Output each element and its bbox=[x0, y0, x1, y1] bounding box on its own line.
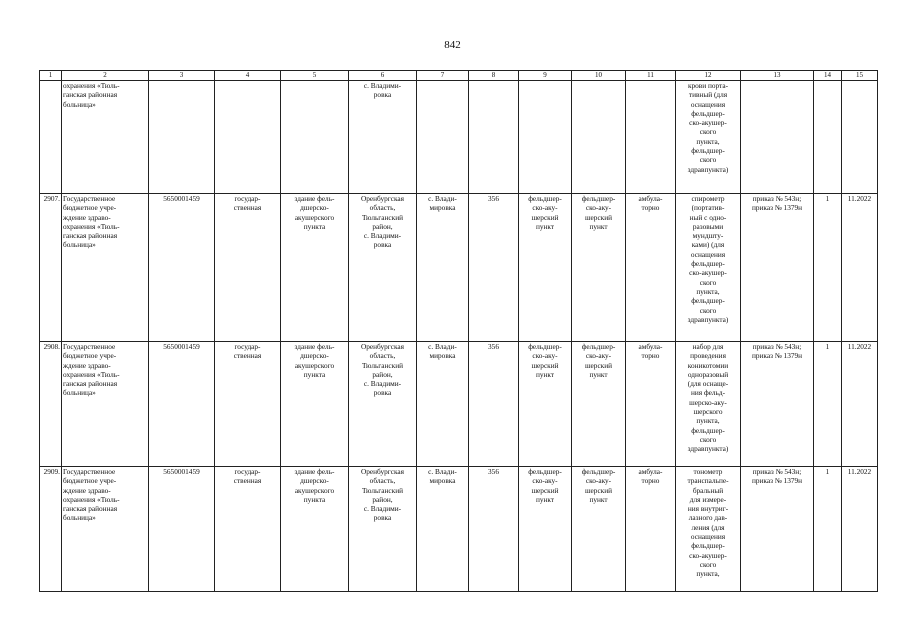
ownership: государ- ственная bbox=[233, 342, 262, 361]
column-number: 11 bbox=[626, 71, 676, 81]
column-number: 14 bbox=[814, 71, 842, 81]
table-row bbox=[40, 342, 878, 467]
ownership: государ- ственная bbox=[233, 467, 262, 486]
building: здание фель- дшерско- акушерского пункта bbox=[294, 194, 335, 231]
column-number: 10 bbox=[572, 71, 626, 81]
ownership: государ- ственная bbox=[233, 194, 262, 213]
code: 356 bbox=[469, 467, 519, 592]
unit-name: фельдшер- ско-аку- шерский пункт bbox=[581, 467, 616, 504]
date: 11.2022 bbox=[842, 194, 878, 342]
column-number: 13 bbox=[741, 71, 814, 81]
column-number: 4 bbox=[215, 71, 281, 81]
page-number: 842 bbox=[444, 39, 461, 51]
column-number: 9 bbox=[519, 71, 572, 81]
equipment: тонометр транспальпе- бральный для измере- ния внутриг- лазного дав- ления (для оснащения фельдшер- ско-акушер- ского пункта, bbox=[687, 467, 729, 579]
orders: приказ № 543н; приказ № 1379н bbox=[751, 342, 803, 361]
table-row bbox=[40, 194, 878, 342]
inn: 5650001459 bbox=[149, 194, 215, 342]
locality: с. Влади- мировка bbox=[428, 342, 457, 361]
column-number: 3 bbox=[149, 71, 215, 81]
column-number: 6 bbox=[349, 71, 417, 81]
quantity: 1 bbox=[814, 467, 842, 592]
unit-type: фельдшер- ско-аку- шерский пункт bbox=[528, 467, 562, 504]
row-number: 2907. bbox=[40, 194, 62, 342]
column-number: 8 bbox=[469, 71, 519, 81]
column-numbers-row bbox=[40, 71, 878, 81]
quantity: 1 bbox=[814, 342, 842, 467]
column-number: 1 bbox=[40, 71, 62, 81]
equipment: спирометр (портатив- ный с одно- разовыми мундшту- ками) (для оснащения фельдшер- ско-акушер- ского пункта, фельдшер- ского здравпункта) bbox=[687, 194, 729, 324]
building: здание фель- дшерско- акушерского пункта bbox=[294, 342, 335, 379]
locality: с. Влади- мировка bbox=[428, 467, 457, 486]
inn: 5650001459 bbox=[149, 342, 215, 467]
row-number: 2909. bbox=[40, 467, 62, 592]
quantity: 1 bbox=[814, 194, 842, 342]
building: здание фель- дшерско- акушерского пункта bbox=[294, 467, 335, 504]
unit-name: фельдшер- ско-аку- шерский пункт bbox=[581, 194, 616, 231]
orders: приказ № 543н; приказ № 1379н bbox=[751, 194, 803, 213]
address: Оренбургская область, Тюльганский район, с. Владими- ровка bbox=[360, 342, 405, 398]
care-mode: амбула- торно bbox=[638, 467, 663, 486]
date: 11.2022 bbox=[842, 467, 878, 592]
code: 356 bbox=[469, 194, 519, 342]
address: Оренбургская область, Тюльганский район, с. Владими- ровка bbox=[360, 194, 405, 250]
unit-name: фельдшер- ско-аку- шерский пункт bbox=[581, 342, 616, 379]
care-mode: амбула- торно bbox=[638, 342, 663, 361]
column-number: 12 bbox=[676, 71, 741, 81]
care-mode: амбула- торно bbox=[638, 194, 663, 213]
address: Оренбургская область, Тюльганский район, с. Владими- ровка bbox=[360, 467, 405, 523]
address-continued: с. Владими- ровка bbox=[363, 81, 402, 100]
date: 11.2022 bbox=[842, 342, 878, 467]
column-number: 2 bbox=[62, 71, 149, 81]
org-name-continued: охранения «Тюль- ганская районная больница» bbox=[63, 81, 120, 109]
inn: 5650001459 bbox=[149, 467, 215, 592]
table-row bbox=[40, 467, 878, 592]
row-number: 2908. bbox=[40, 342, 62, 467]
unit-type: фельдшер- ско-аку- шерский пункт bbox=[528, 342, 562, 379]
org-name: Государственное бюджетное учре- ждение здраво- охранения «Тюль- ганская районная больница» bbox=[63, 467, 120, 523]
org-name: Государственное бюджетное учре- ждение здраво- охранения «Тюль- ганская районная больница» bbox=[63, 194, 120, 250]
continuation-row bbox=[40, 81, 878, 194]
registry-table bbox=[39, 70, 878, 592]
unit-type: фельдшер- ско-аку- шерский пункт bbox=[528, 194, 562, 231]
column-number: 7 bbox=[417, 71, 469, 81]
equipment-continued: крови порта- тивный (для оснащения фельдшер- ско-акушер- ского пункта, фельдшер- ского здравпункта) bbox=[687, 81, 729, 174]
column-number: 15 bbox=[842, 71, 878, 81]
column-number: 5 bbox=[281, 71, 349, 81]
locality: с. Влади- мировка bbox=[428, 194, 457, 213]
equipment: набор для проведения коникотомии одноразовый (для оснаще- ния фельд- шерско-аку- шерского пункта, фельдшер- ского здравпункта) bbox=[687, 342, 729, 454]
orders: приказ № 543н; приказ № 1379н bbox=[751, 467, 803, 486]
org-name: Государственное бюджетное учре- ждение здраво- охранения «Тюль- ганская районная больница» bbox=[63, 342, 120, 398]
code: 356 bbox=[469, 342, 519, 467]
